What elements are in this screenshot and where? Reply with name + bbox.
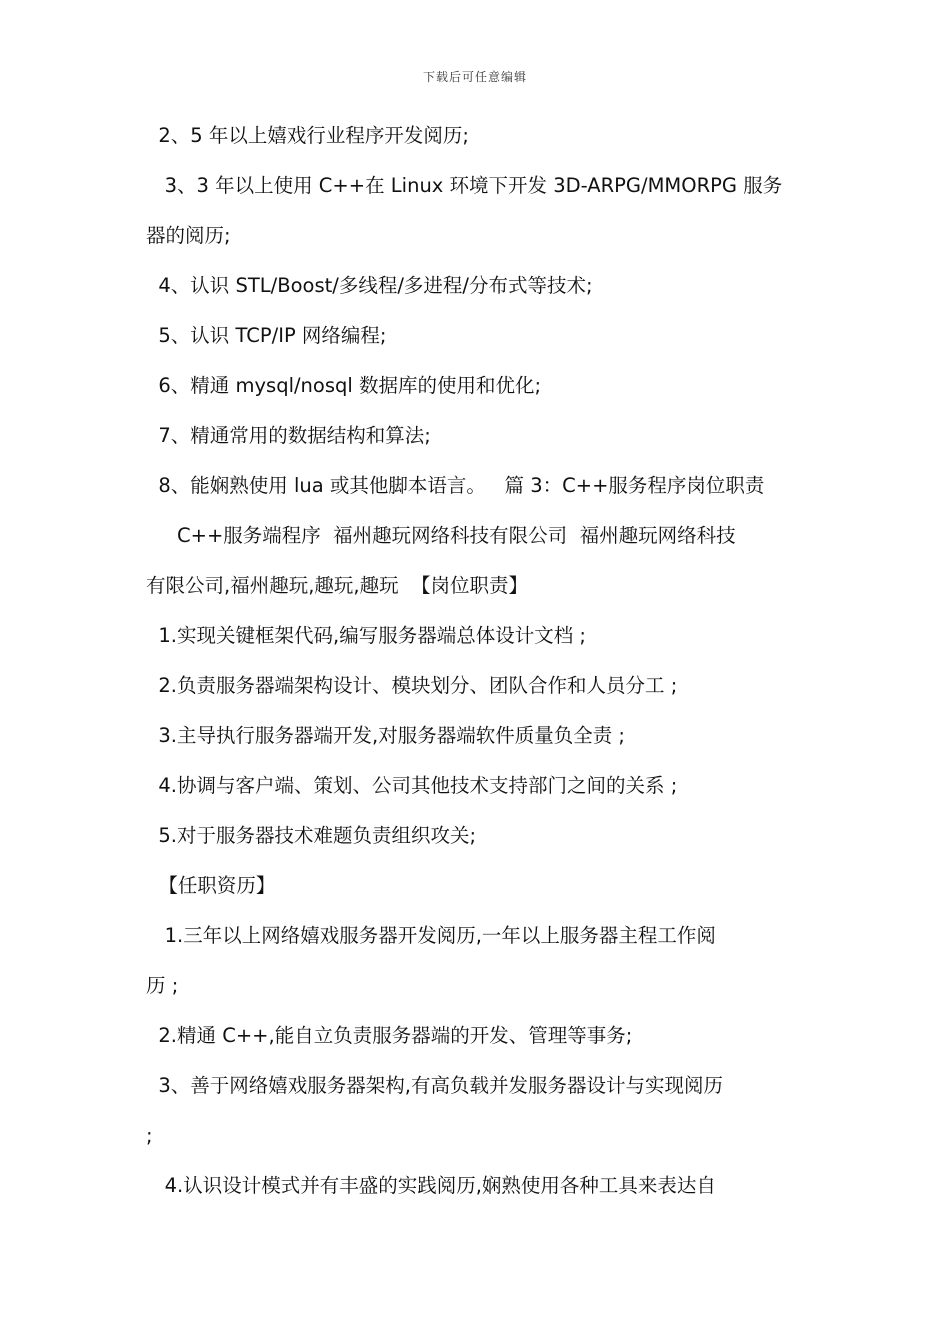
text-line: 8、能娴熟使用 lua 或其他脚本语言。 篇 3：C++服务程序岗位职责 bbox=[146, 474, 765, 497]
text-line: 3.主导执行服务器端开发,对服务器端软件质量负全责 ; bbox=[146, 724, 625, 747]
text-line: 4、认识 STL/Boost/多线程/多进程/分布式等技术; bbox=[146, 274, 593, 297]
page-header: 下载后可任意编辑 bbox=[422, 70, 527, 84]
text-line: 【任职资历】 bbox=[146, 874, 276, 897]
text-line: 5、认识 TCP/IP 网络编程; bbox=[146, 324, 387, 347]
text-line: 4.协调与客户端、策划、公司其他技术支持部门之间的关系 ; bbox=[146, 774, 678, 797]
text-line: 4.认识设计模式并有丰盛的实践阅历,娴熟使用各种工具来表达自 bbox=[146, 1174, 716, 1197]
text-line: 1.三年以上网络嬉戏服务器开发阅历,一年以上服务器主程工作阅 bbox=[146, 924, 716, 947]
text-line: 有限公司,福州趣玩,趣玩,趣玩 【岗位职责】 bbox=[146, 574, 528, 597]
text-line: 2、5 年以上嬉戏行业程序开发阅历; bbox=[146, 124, 469, 147]
text-line: 6、精通 mysql/nosql 数据库的使用和优化; bbox=[146, 374, 542, 397]
text-line: 3、3 年以上使用 C++在 Linux 环境下开发 3D-ARPG/MMORPG 服务 bbox=[146, 174, 783, 197]
text-line: C++服务端程序 福州趣玩网络科技有限公司 福州趣玩网络科技 bbox=[146, 524, 736, 547]
text-line: ; bbox=[146, 1124, 153, 1147]
text-line: 2.精通 C++,能自立负责服务器端的开发、管理等事务; bbox=[146, 1024, 633, 1047]
text-line: 1.实现关键框架代码,编写服务器端总体设计文档 ; bbox=[146, 624, 586, 647]
text-line: 3、善于网络嬉戏服务器架构,有高负载并发服务器设计与实现阅历 bbox=[146, 1074, 724, 1097]
text-line: 历 ; bbox=[146, 974, 179, 997]
text-line: 器的阅历; bbox=[146, 224, 231, 247]
text-line: 7、精通常用的数据结构和算法; bbox=[146, 424, 431, 447]
text-line: 2.负责服务器端架构设计、模块划分、团队合作和人员分工 ; bbox=[146, 674, 678, 697]
text-line: 5.对于服务器技术难题负责组织攻关; bbox=[146, 824, 477, 847]
